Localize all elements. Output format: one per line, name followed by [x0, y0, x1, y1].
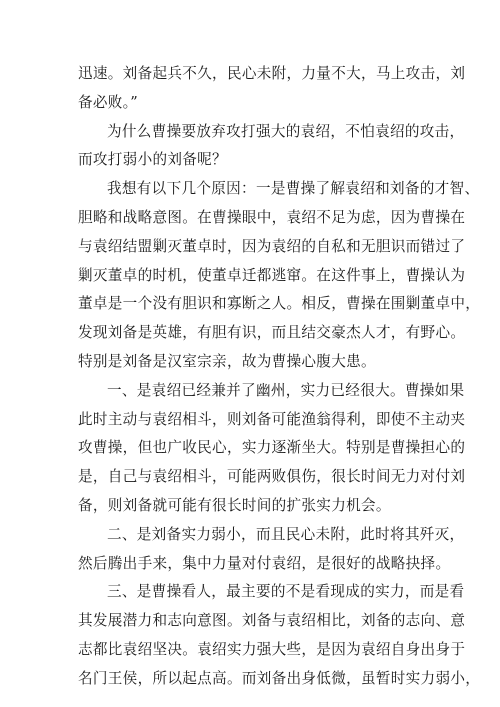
text-line: 备，则刘备就可能有很长时间的扩张实力机会。	[78, 496, 391, 514]
text-line: 三、是曹操看人，最主要的不是看现成的实力，而是看	[107, 583, 465, 601]
text-line: 然后腾出手来，集中力量对付袁绍，是很好的战略抉择。	[78, 554, 451, 572]
text-line: 是，自己与袁绍相斗，可能两败俱伤，很长时间无力对付刘	[78, 468, 466, 486]
text-line: 志都比袁绍坚决。袁绍实力强大些，是因为袁绍自身出身于	[78, 640, 466, 658]
text-line: 二、是刘备实力弱小，而且民心未附，此时将其歼灭，	[107, 525, 465, 543]
text-line: 其发展潜力和志向意图。刘备与袁绍相比，刘备的志向、意	[78, 612, 466, 630]
text-line: 发现刘备是英雄，有胆有识，而且结交豪杰人才，有野心。	[78, 324, 466, 342]
text-line: 而攻打弱小的刘备呢？	[78, 151, 227, 169]
text-line: 一、是袁绍已经兼并了幽州，实力已经很大。曹操如果	[107, 381, 465, 399]
text-line: 攻曹操，但也广收民心，实力逐渐坐大。特别是曹操担心的	[78, 439, 466, 457]
text-line: 董卓是一个没有胆识和寡断之人。相反，曹操在围剿董卓中，	[78, 295, 481, 313]
text-line: 此时主动与袁绍相斗，则刘备可能渔翁得利，即使不主动夹	[78, 410, 466, 428]
text-line: 特别是刘备是汉室宗亲，故为曹操心腹大患。	[78, 352, 376, 370]
text-line: 为什么曹操要放弃攻打强大的袁绍，不怕袁绍的攻击，	[107, 122, 465, 140]
text-line: 剿灭董卓的时机，使董卓迁都逃窜。在这件事上，曹操认为	[78, 266, 466, 284]
text-line: 迅速。刘备起兵不久，民心未附，力量不大，马上攻击，刘	[78, 65, 466, 82]
text-line: 与袁绍结盟剿灭董卓时，因为袁绍的自私和无胆识而错过了	[78, 237, 466, 255]
text-line: 胆略和战略意图。在曹操眼中，袁绍不足为虑，因为曹操在	[78, 208, 466, 226]
document-body	[78, 60, 481, 694]
text-line: 备必败。”	[78, 93, 139, 111]
text-line: 我想有以下几个原因：一是曹操了解袁绍和刘备的才智、	[107, 180, 480, 198]
text-line: 名门王侯，所以起点高。而刘备出身低微，虽暂时实力弱小，	[78, 669, 481, 687]
